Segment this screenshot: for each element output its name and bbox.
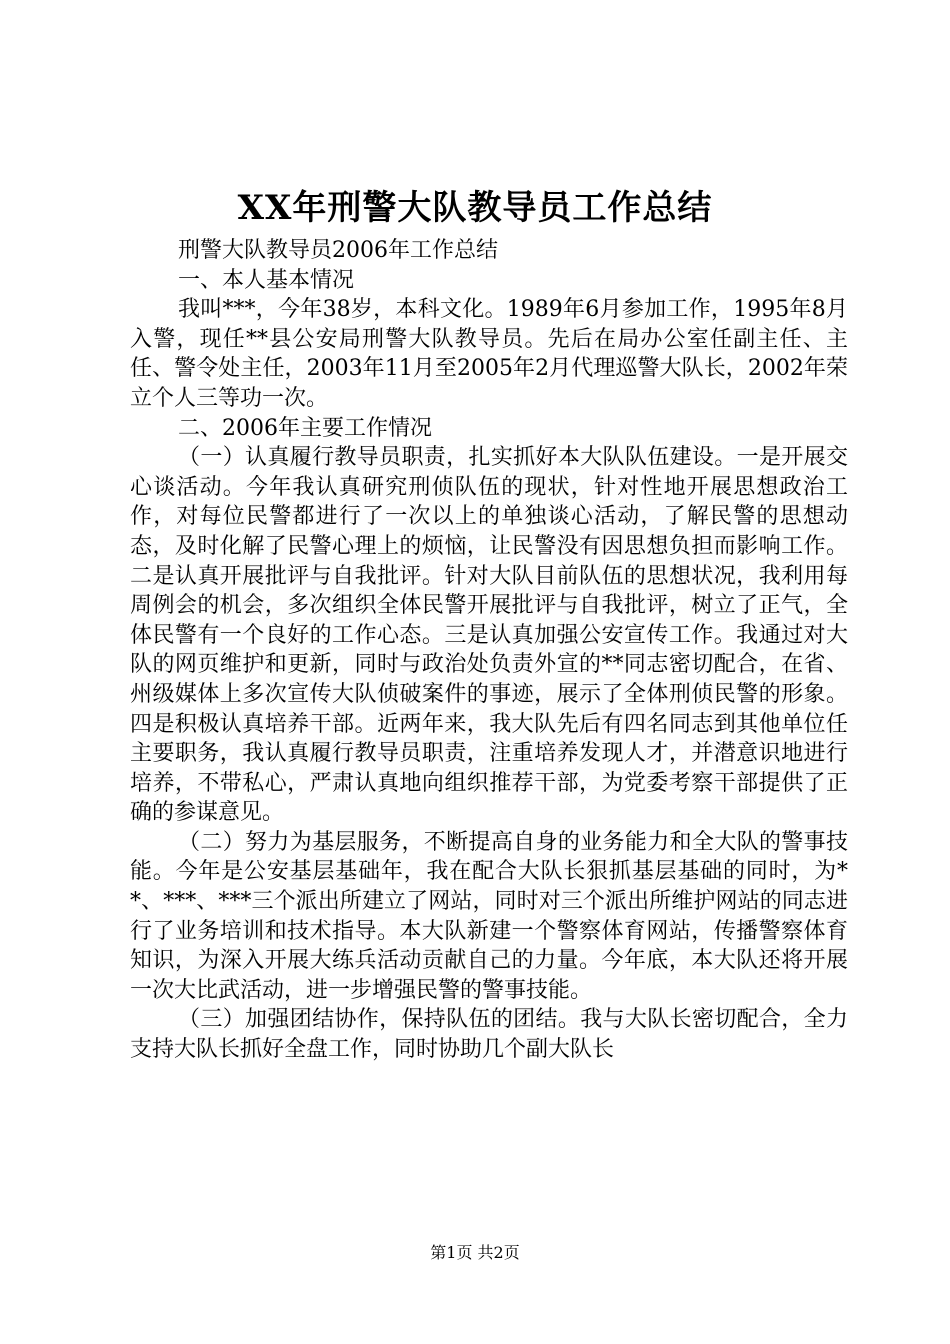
paragraph-section-heading-2: 二、2006年主要工作情况 (178, 415, 432, 441)
page-number-footer: 第1页 共2页 (430, 1243, 520, 1262)
paragraph-subtitle: 刑警大队教导员2006年工作总结 (178, 238, 498, 263)
paragraph-basic-info: 我叫***，今年38岁，本科文化。1989年6月参加工作，1995年8月入警，现任**县公安局刑警大队教导员。先后在局办公室任副主任、主任、警令处主任，2003年11月至2005年2月代理巡警大队长，2002年荣立个人三等功一次。 (130, 297, 848, 411)
document-title: XX年刑警大队教导员工作总结 (237, 188, 713, 228)
document-body (130, 236, 848, 1065)
paragraph-item-2: （二）努力为基层服务，不断提高自身的业务能力和全大队的警事技能。今年是公安基层基础年，我在配合大队长狠抓基层基础的同时，为**、***、***三个派出所建立了网站，同时对三个派出所维护网站的同志进行了业务培训和技术指导。本大队新建一个警察体育网站，传播警察体育知识，为深入开展大练兵活动贡献自己的力量。今年底，本大队还将开展一次大比武活动，进一步增强民警的警事技能。 (130, 829, 848, 1003)
paragraph-item-3: （三）加强团结协作，保持队伍的团结。我与大队长密切配合，全力支持大队长抓好全盘工作，同时协助几个副大队长 (130, 1007, 848, 1063)
paragraph-section-heading-1: 一、本人基本情况 (178, 267, 355, 293)
paragraph-item-1: （一）认真履行教导员职责，扎实抓好本大队队伍建设。一是开展交心谈活动。今年我认真研究刑侦队伍的现状，针对性地开展思想政治工作，对每位民警都进行了一次以上的单独谈心活动，了解民警的思想动态，及时化解了民警心理上的烦恼，让民警没有因思想负担而影响工作。二是认真开展批评与自我批评。针对大队目前队伍的思想状况，我利用每周例会的机会，多次组织全体民警开展批评与自我批评，树立了正气，全体民警有一个良好的工作心态。三是认真加强公安宣传工作。我通过对大队的网页维护和更新，同时与政治处负责外宣的**同志密切配合，在省、州级媒体上多次宣传大队侦破案件的事迹，展示了全体刑侦民警的形象。四是积极认真培养干部。近两年来，我大队先后有四名同志到其他单位任主要职务，我认真履行教导员职责，注重培养发现人才，并潜意识地进行培养，不带私心，严肃认真地向组织推荐干部，为党委考察干部提供了正确的参谋意见。 (130, 445, 848, 826)
